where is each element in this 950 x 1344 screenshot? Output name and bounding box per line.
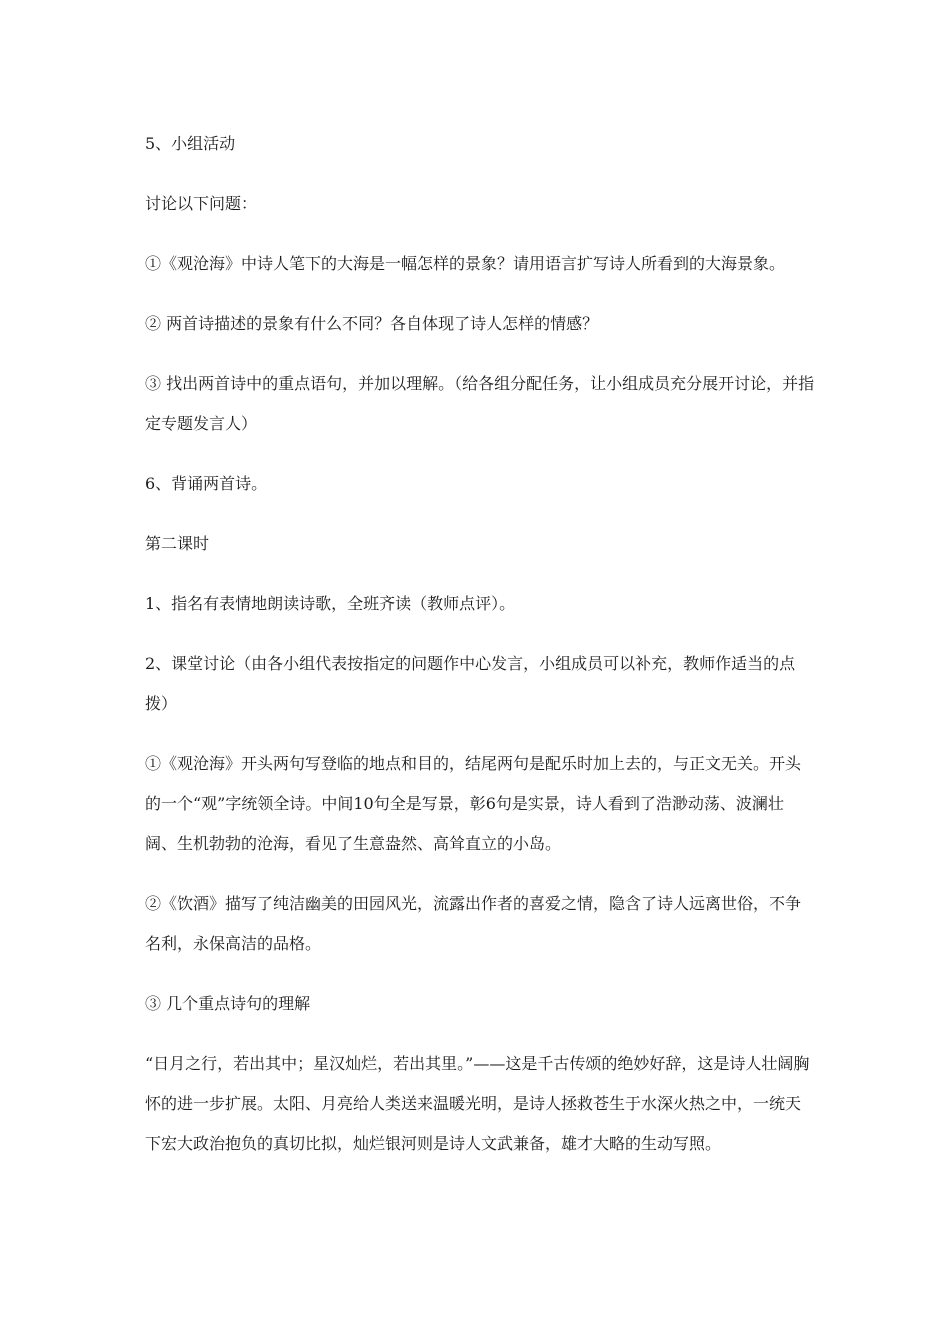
question-3: ③ 找出两首诗中的重点语句，并加以理解。（给各组分配任务，让小组成员充分展开讨论，并指定专题发言人） xyxy=(145,374,815,433)
document-body xyxy=(145,124,815,1184)
analysis-guan-canghai: ①《观沧海》开头两句写登临的地点和目的，结尾两句是配乐时加上去的，与正文无关。开头的一个“观”字统领全诗。中间10句全是写景，彰6句是实景，诗人看到了浩渺动荡、波澜壮阔、生机勃勃的沧海，看见了生意盎然、高耸直立的小岛。 xyxy=(145,754,802,853)
second-lesson-heading: 第二课时 xyxy=(145,534,210,553)
discussion-intro: 讨论以下问题： xyxy=(145,194,258,213)
heading-group-activity: 5、小组活动 xyxy=(145,134,236,153)
recite-instruction: 6、背诵两首诗。 xyxy=(145,474,268,493)
analysis-yin-jiu: ②《饮酒》描写了纯洁幽美的田园风光，流露出作者的喜爱之情，隐含了诗人远离世俗，不争名利，永保高洁的品格。 xyxy=(145,894,802,953)
question-1: ①《观沧海》中诗人笔下的大海是一幅怎样的景象？请用语言扩写诗人所看到的大海景象。 xyxy=(145,254,786,273)
question-2: ② 两首诗描述的景象有什么不同？各自体现了诗人怎样的情感？ xyxy=(145,314,599,333)
step-1-reading: 1、指名有表情地朗读诗歌，全班齐读（教师点评）。 xyxy=(145,594,516,613)
step-2-discussion: 2、课堂讨论（由各小组代表按指定的问题作中心发言，小组成员可以补充，教师作适当的点拨） xyxy=(145,654,796,713)
key-lines-heading: ③ 几个重点诗句的理解 xyxy=(145,994,311,1013)
key-lines-explanation: “日月之行，若出其中；星汉灿烂，若出其里。”——这是千古传颂的绝妙好辞，这是诗人壮阔胸怀的进一步扩展。太阳、月亮给人类送来温暖光明，是诗人拯救苍生于水深火热之中，一统天下宏大政治抱负的真切比拟，灿烂银河则是诗人文武兼备，雄才大略的生动写照。 xyxy=(145,1054,810,1153)
